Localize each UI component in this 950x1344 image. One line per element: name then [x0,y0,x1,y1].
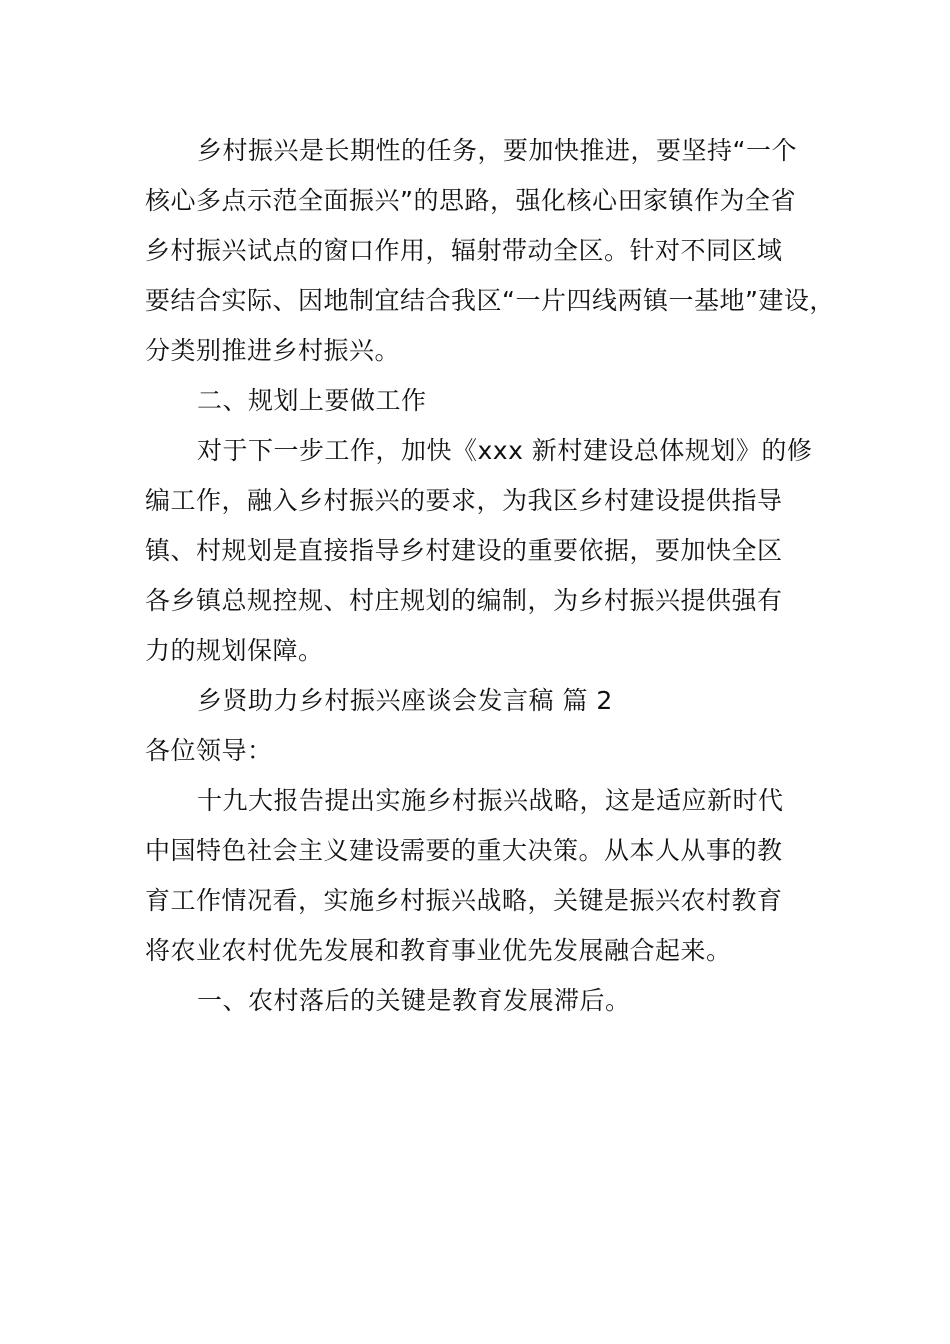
article-title: 乡贤助力乡村振兴座谈会发言稿 篇 2 [197,686,613,715]
paragraph-line: 将农业农村优先发展和教育事业优先发展融合起来。 [145,936,732,965]
paragraph-line: 对于下一步工作，加快《xxx 新村建设总体规划》的修 [197,436,813,465]
paragraph-line: 核心多点示范全面振兴”的思路，强化核心田家镇作为全省 [145,186,796,215]
paragraph-line: 分类别推进乡村振兴。 [145,336,401,365]
paragraph-line: 乡村振兴是长期性的任务，要加快推进，要坚持“一个 [197,136,797,165]
section-heading: 二、规划上要做工作 [197,386,427,415]
paragraph-line: 编工作，融入乡村振兴的要求，为我区乡村建设提供指导 [145,486,783,515]
paragraph-line: 中国特色社会主义建设需要的重大决策。从本人从事的教 [145,836,783,865]
paragraph-line: 十九大报告提出实施乡村振兴战略，这是适应新时代 [197,786,784,815]
section-heading: 一、农村落后的关键是教育发展滞后。 [197,986,631,1015]
paragraph-line: 乡村振兴试点的窗口作用，辐射带动全区。针对不同区域 [145,236,783,265]
paragraph-line: 各乡镇总规控规、村庄规划的编制，为乡村振兴提供强有 [145,586,783,615]
paragraph-line: 要结合实际、因地制宜结合我区“一片四线两镇一基地”建设， [145,286,835,315]
document-body [145,126,835,1026]
salutation: 各位领导： [145,736,273,765]
paragraph-line: 力的规划保障。 [145,636,324,665]
paragraph-line: 镇、村规划是直接指导乡村建设的重要依据，要加快全区 [145,536,783,565]
paragraph-line: 育工作情况看，实施乡村振兴战略，关键是振兴农村教育 [145,886,783,915]
